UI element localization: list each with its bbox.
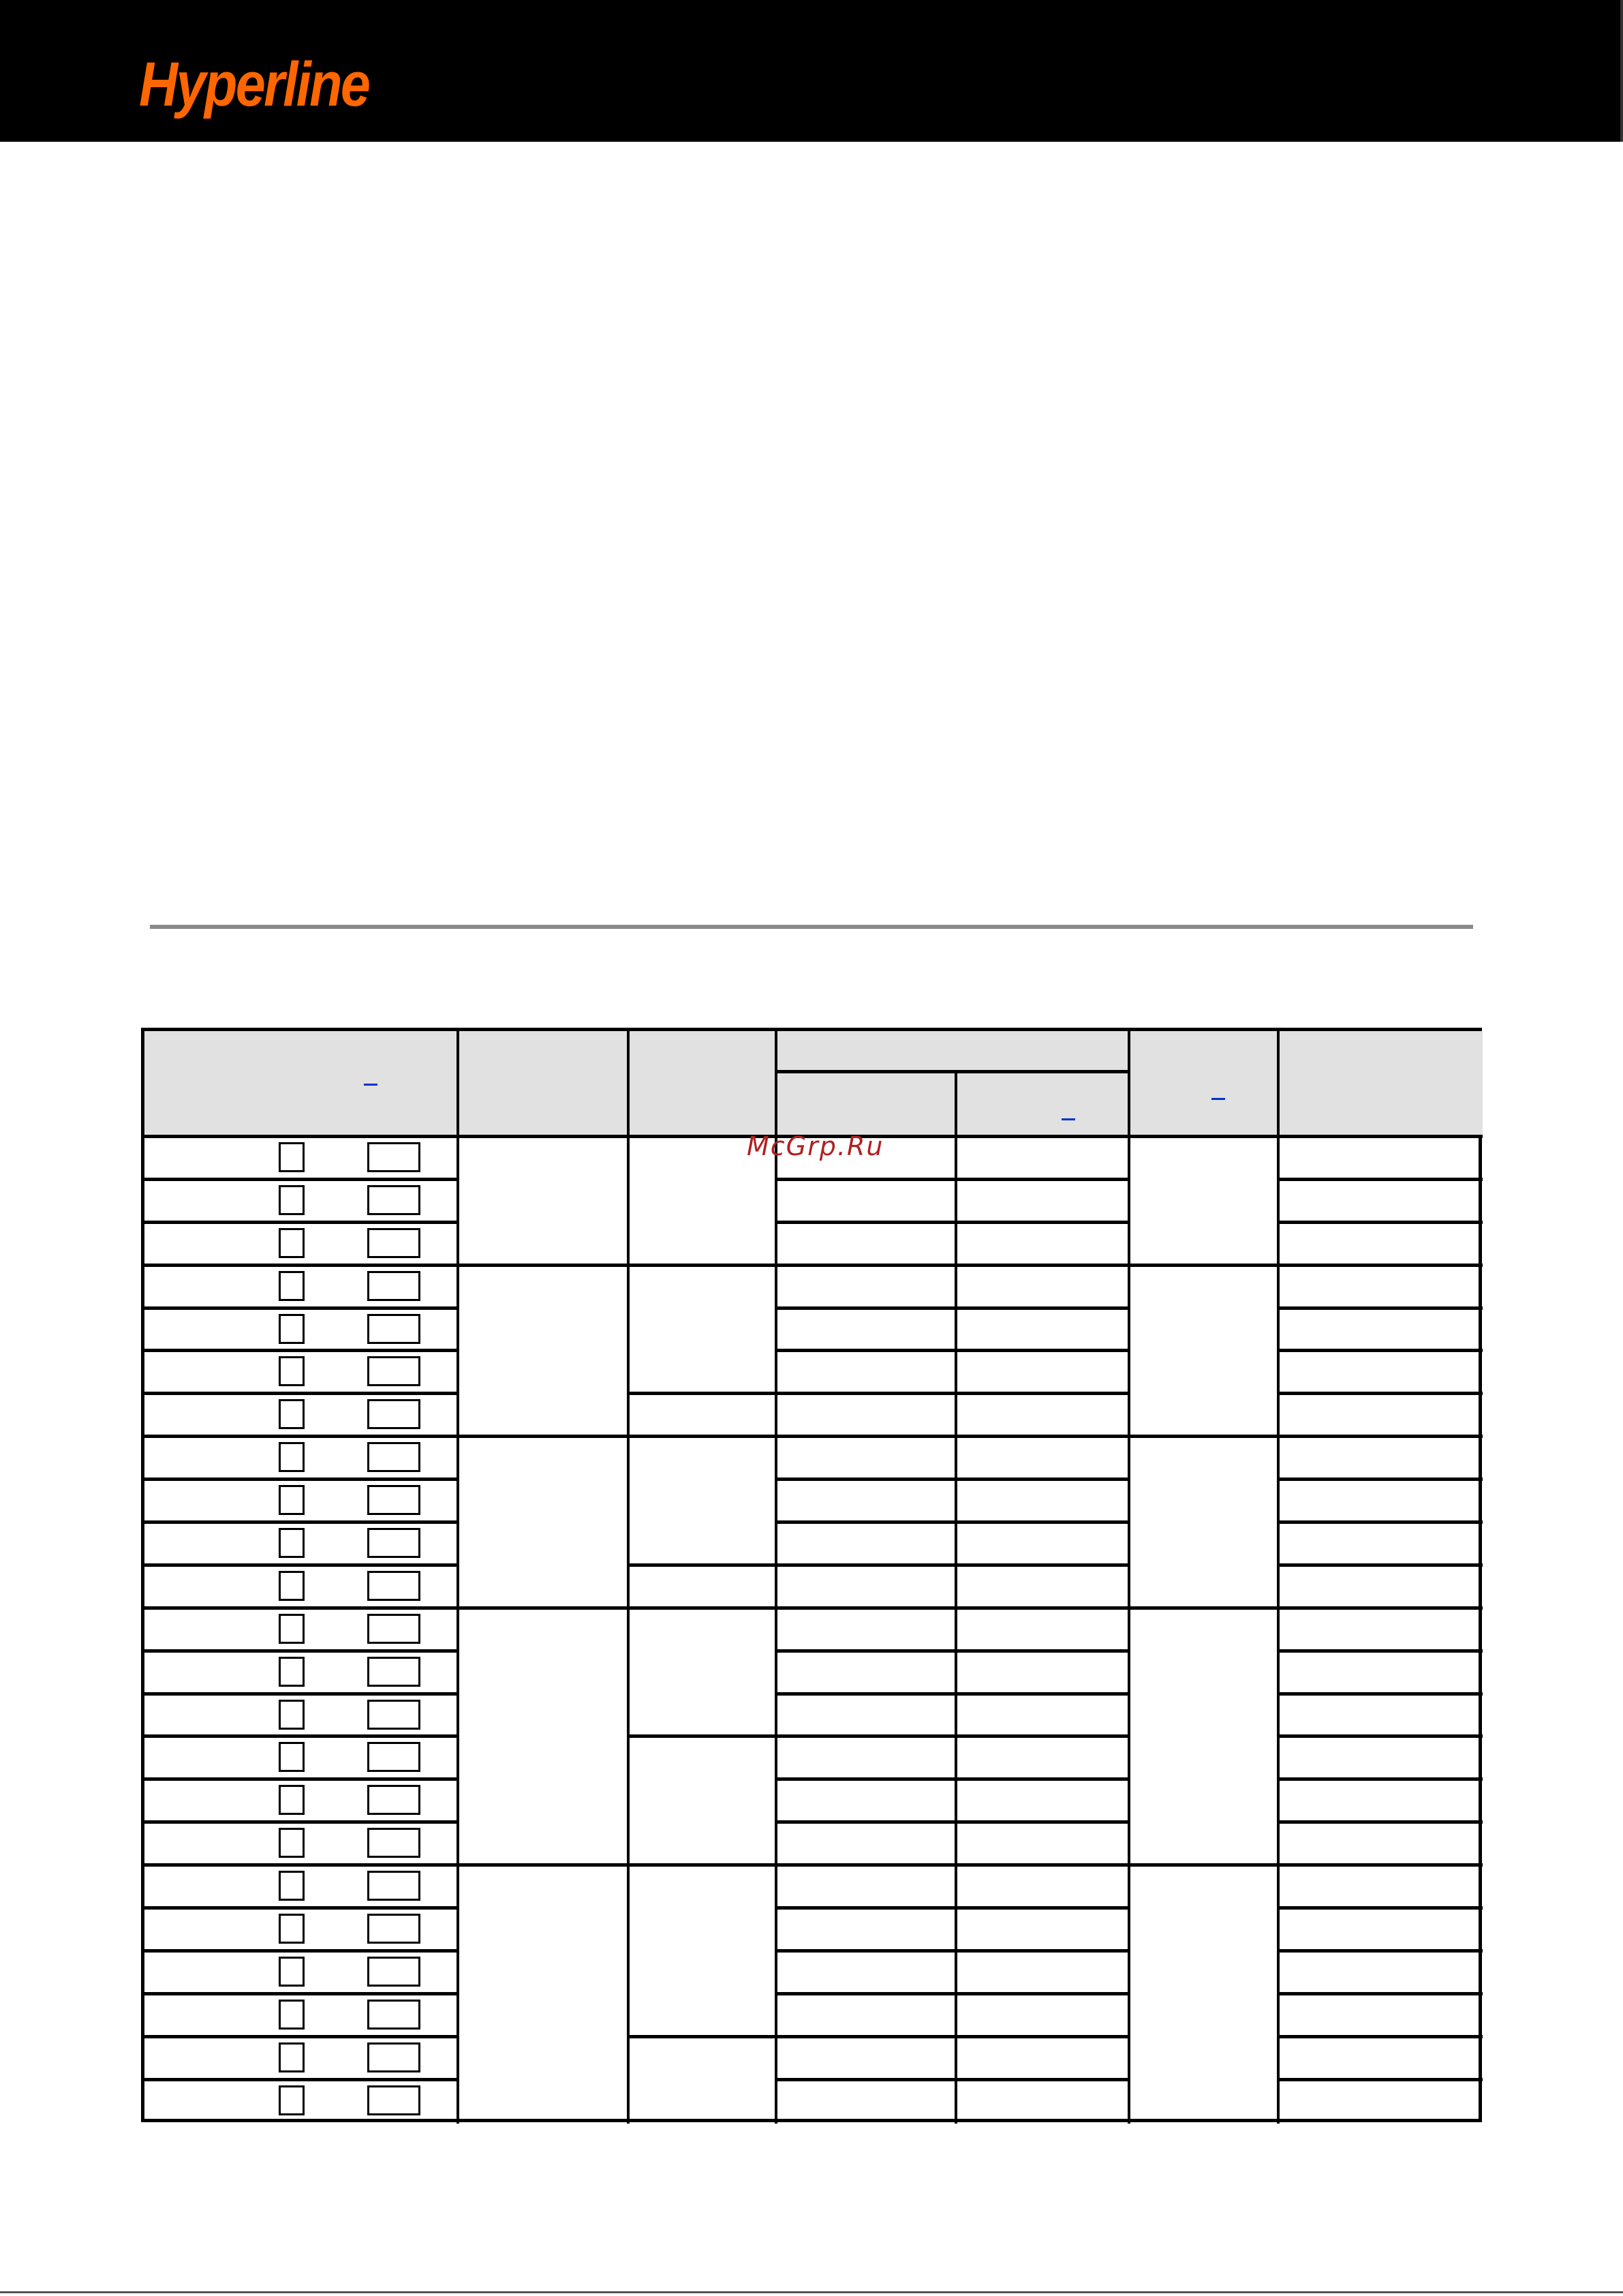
table-cell <box>777 1567 957 1610</box>
table-cell <box>957 1181 1130 1224</box>
table-cell <box>1280 1696 1483 1739</box>
table-cell <box>957 1995 1130 2038</box>
table-cell <box>957 1867 1130 1910</box>
header-cell-6 <box>1130 1031 1280 1138</box>
row-checkbox[interactable] <box>279 1785 305 1815</box>
table-cell <box>777 1824 957 1867</box>
merged-group-cell <box>1130 1438 1280 1610</box>
table-cell <box>777 1352 957 1395</box>
table-cell <box>777 1653 957 1696</box>
row-checkbox[interactable] <box>279 1228 305 1258</box>
table-cell <box>957 1696 1130 1739</box>
table-row-marker-cell <box>144 1910 459 1953</box>
merged-subgroup-cell <box>630 1867 777 2038</box>
merged-group-cell <box>1130 1610 1280 1867</box>
table-cell <box>957 1824 1130 1867</box>
row-box <box>367 1742 420 1772</box>
table-cell <box>777 1224 957 1267</box>
table-cell <box>777 1910 957 1953</box>
row-box <box>367 1314 420 1344</box>
row-checkbox[interactable] <box>279 1828 305 1858</box>
merged-group-cell <box>459 1867 630 2124</box>
table-row-marker-cell <box>144 1267 459 1310</box>
table-row-marker-cell <box>144 1995 459 2038</box>
row-box <box>367 2000 420 2030</box>
table-cell <box>1280 1995 1483 2038</box>
header-link-mark[interactable] <box>1211 1098 1225 1100</box>
table-cell <box>1280 1953 1483 1995</box>
table-cell <box>777 1995 957 2038</box>
row-checkbox[interactable] <box>279 1185 305 1215</box>
row-checkbox[interactable] <box>279 1614 305 1644</box>
table-row-marker-cell <box>144 1653 459 1696</box>
header-link-mark[interactable] <box>1062 1118 1075 1120</box>
row-checkbox[interactable] <box>279 1442 305 1472</box>
table-cell <box>1280 2081 1483 2124</box>
table-row-marker-cell <box>144 1438 459 1481</box>
table-cell <box>1280 1352 1483 1395</box>
table-row-marker-cell <box>144 1781 459 1824</box>
table-cell <box>957 1224 1130 1267</box>
row-box <box>367 1700 420 1730</box>
merged-subgroup-cell <box>630 2038 777 2124</box>
row-checkbox[interactable] <box>279 1657 305 1687</box>
row-box <box>367 1871 420 1901</box>
table-row-marker-cell <box>144 1352 459 1395</box>
row-box <box>367 1271 420 1301</box>
row-box <box>367 1785 420 1815</box>
table-cell <box>777 1738 957 1781</box>
header-cell-1 <box>144 1031 459 1138</box>
table-cell <box>777 1610 957 1653</box>
header-link-mark[interactable] <box>364 1084 377 1086</box>
row-box <box>367 1185 420 1215</box>
table-cell <box>777 1395 957 1438</box>
table-cell <box>957 1352 1130 1395</box>
table-row-marker-cell <box>144 1310 459 1353</box>
footer-line <box>0 2291 1623 2293</box>
table-cell <box>1280 1567 1483 1610</box>
table-row-marker-cell <box>144 2038 459 2081</box>
row-box <box>367 1399 420 1429</box>
spec-table <box>141 1028 1482 2122</box>
row-checkbox[interactable] <box>279 1356 305 1386</box>
row-checkbox[interactable] <box>279 1871 305 1901</box>
row-box <box>367 1485 420 1515</box>
header-subcell-5 <box>957 1073 1130 1138</box>
row-checkbox[interactable] <box>279 1142 305 1172</box>
table-cell <box>957 1481 1130 1524</box>
row-checkbox[interactable] <box>279 1399 305 1429</box>
table-row-marker-cell <box>144 1953 459 1995</box>
table-cell <box>1280 1653 1483 1696</box>
table-row-marker-cell <box>144 1567 459 1610</box>
row-box <box>367 1142 420 1172</box>
table-row-marker-cell <box>144 1181 459 1224</box>
row-checkbox[interactable] <box>279 1528 305 1558</box>
row-checkbox[interactable] <box>279 2042 305 2072</box>
row-checkbox[interactable] <box>279 2085 305 2115</box>
table-cell <box>1280 1867 1483 1910</box>
table-cell <box>777 1867 957 1910</box>
hyperline-logo: Hyperline <box>139 50 369 119</box>
row-checkbox[interactable] <box>279 1742 305 1772</box>
row-box <box>367 2042 420 2072</box>
row-box <box>367 1528 420 1558</box>
section-divider <box>150 925 1473 929</box>
merged-subgroup-cell <box>630 1267 777 1396</box>
table-row-marker-cell <box>144 1481 459 1524</box>
header-cell-7 <box>1280 1031 1483 1138</box>
table-cell <box>957 1953 1130 1995</box>
table-cell <box>957 1438 1130 1481</box>
table-cell <box>1280 1781 1483 1824</box>
row-box <box>367 1571 420 1601</box>
table-cell <box>957 1524 1130 1567</box>
table-row-marker-cell <box>144 1696 459 1739</box>
merged-subgroup-cell <box>630 1610 777 1739</box>
row-box <box>367 1228 420 1258</box>
row-checkbox[interactable] <box>279 1485 305 1515</box>
row-box <box>367 1957 420 1987</box>
table-cell <box>777 1781 957 1824</box>
watermark: McGrp.Ru <box>747 1131 884 1161</box>
table-cell <box>777 1481 957 1524</box>
row-checkbox[interactable] <box>279 1271 305 1301</box>
header-subcell-4 <box>777 1073 957 1138</box>
table-row-marker-cell <box>144 1824 459 1867</box>
table-cell <box>957 1653 1130 1696</box>
merged-group-cell <box>459 1610 630 1867</box>
table-cell <box>777 1953 957 1995</box>
table-cell <box>777 1524 957 1567</box>
merged-group-cell <box>459 1438 630 1610</box>
table-cell <box>1280 1138 1483 1181</box>
table-cell <box>1280 1438 1483 1481</box>
row-checkbox[interactable] <box>279 1571 305 1601</box>
table-cell <box>957 1610 1130 1653</box>
row-checkbox[interactable] <box>279 1314 305 1344</box>
table-cell <box>1280 1224 1483 1267</box>
merged-group-cell <box>459 1267 630 1439</box>
table-cell <box>1280 1181 1483 1224</box>
table-row-marker-cell <box>144 1224 459 1267</box>
table-cell <box>1280 1481 1483 1524</box>
merged-subgroup-cell <box>630 1567 777 1610</box>
table-cell <box>957 1567 1130 1610</box>
table-row-marker-cell <box>144 1610 459 1653</box>
table-cell <box>957 1910 1130 1953</box>
merged-group-cell <box>1130 1138 1280 1267</box>
row-box <box>367 1356 420 1386</box>
header-group-cell <box>777 1031 1130 1073</box>
table-cell <box>1280 1267 1483 1310</box>
table-cell <box>777 1438 957 1481</box>
table-cell <box>1280 1824 1483 1867</box>
table-cell <box>957 1138 1130 1181</box>
merged-subgroup-cell <box>630 1395 777 1438</box>
table-cell <box>1280 1524 1483 1567</box>
table-cell <box>777 2081 957 2124</box>
table-row-marker-cell <box>144 1395 459 1438</box>
row-box <box>367 1657 420 1687</box>
table-cell <box>957 1395 1130 1438</box>
row-checkbox[interactable] <box>279 1914 305 1944</box>
table-cell <box>957 1781 1130 1824</box>
row-box <box>367 1828 420 1858</box>
table-cell <box>1280 1910 1483 1953</box>
table-cell <box>1280 1610 1483 1653</box>
table-cell <box>957 1738 1130 1781</box>
row-checkbox[interactable] <box>279 1957 305 1987</box>
table-cell <box>1280 1738 1483 1781</box>
table-cell <box>1280 1395 1483 1438</box>
row-box <box>367 1914 420 1944</box>
row-box <box>367 1442 420 1472</box>
table-cell <box>1280 1310 1483 1353</box>
table-cell <box>1280 2038 1483 2081</box>
table-row-marker-cell <box>144 1138 459 1181</box>
merged-group-cell <box>1130 1267 1280 1439</box>
table-cell <box>957 1267 1130 1310</box>
table-cell <box>777 2038 957 2081</box>
row-box <box>367 1614 420 1644</box>
table-cell <box>777 1267 957 1310</box>
merged-subgroup-cell <box>630 1738 777 1867</box>
header-cell-2 <box>459 1031 630 1138</box>
row-box <box>367 2085 420 2115</box>
merged-group-cell <box>1130 1867 1280 2124</box>
table-cell <box>777 1181 957 1224</box>
table-cell <box>777 1310 957 1353</box>
table-row-marker-cell <box>144 1524 459 1567</box>
table-cell <box>957 2081 1130 2124</box>
table-row-marker-cell <box>144 1738 459 1781</box>
row-checkbox[interactable] <box>279 1700 305 1730</box>
row-checkbox[interactable] <box>279 2000 305 2030</box>
table-cell <box>957 2038 1130 2081</box>
table-row-marker-cell <box>144 2081 459 2124</box>
header-bar <box>0 0 1623 142</box>
table-cell <box>777 1696 957 1739</box>
table-row-marker-cell <box>144 1867 459 1910</box>
merged-group-cell <box>459 1138 630 1267</box>
merged-subgroup-cell <box>630 1438 777 1567</box>
header-cell-3 <box>630 1031 777 1138</box>
table-cell <box>957 1310 1130 1353</box>
